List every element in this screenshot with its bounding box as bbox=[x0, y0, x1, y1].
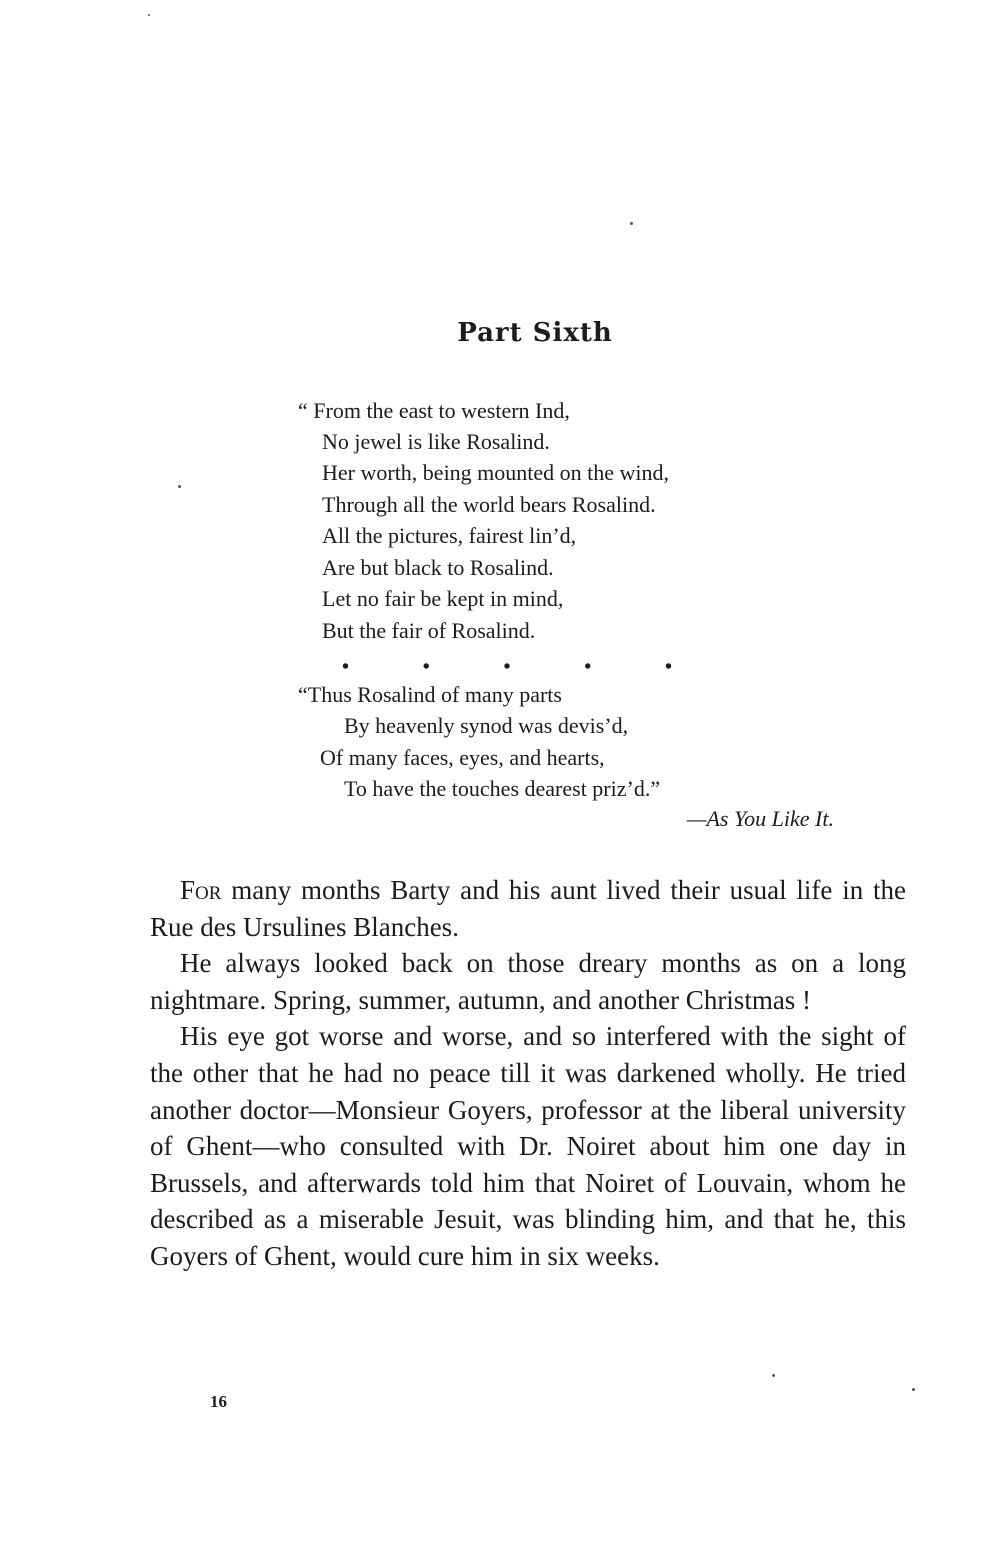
paragraph bbox=[150, 872, 906, 945]
ellipsis-dot: • bbox=[664, 656, 672, 678]
page-number: 16 bbox=[210, 1392, 227, 1411]
verse-line: No jewel is like Rosalind. bbox=[322, 429, 550, 454]
verse-line: “ From the east to western Ind, bbox=[298, 398, 570, 423]
ellipsis-dots bbox=[342, 656, 672, 679]
verse-line: All the pictures, fairest lin’d, bbox=[322, 523, 577, 548]
ellipsis-dot: • bbox=[342, 656, 350, 678]
verse-line: But the fair of Rosalind. bbox=[322, 618, 536, 643]
paragraph: He always looked back on those dreary months as on a long nightmare. Spring, summer, autumn, and another Christmas ! bbox=[150, 948, 906, 1015]
part-heading: Part Sixth bbox=[457, 318, 613, 348]
verse-line: “Thus Rosalind of many parts bbox=[298, 682, 562, 707]
verse-line: Her worth, being mounted on the wind, bbox=[322, 460, 670, 485]
verse-line: Through all the world bears Rosalind. bbox=[322, 492, 656, 517]
verse-line: Of many faces, eyes, and hearts, bbox=[320, 745, 605, 770]
ellipsis-dot: • bbox=[584, 656, 592, 678]
verse-line: By heavenly synod was devis’d, bbox=[344, 713, 629, 738]
lead-word: For bbox=[180, 875, 222, 905]
paper-speck bbox=[178, 485, 181, 488]
paper-speck bbox=[148, 14, 150, 16]
verse-line: Are but black to Rosalind. bbox=[322, 555, 554, 580]
verse-line: To have the touches dearest priz’d.” bbox=[344, 776, 661, 801]
ellipsis-dot: • bbox=[422, 656, 430, 678]
verse-line: Let no fair be kept in mind, bbox=[322, 586, 564, 611]
ellipsis-dot: • bbox=[503, 656, 511, 678]
epigraph-attribution: —As You Like It. bbox=[686, 806, 834, 831]
paper-speck bbox=[772, 1374, 775, 1377]
body-text bbox=[150, 872, 906, 1275]
paragraph-text: many months Barty and his aunt lived their usual life in the Rue des Ursulines Blanches. bbox=[150, 875, 906, 942]
paper-speck bbox=[630, 222, 633, 225]
paragraph: His eye got worse and worse, and so interfered with the sight of the other that he had no peace till it was darkened wholly. He tried another doctor—Monsieur Goyers, professor at the liberal university of Ghent—who consulted with Dr. Noiret about him one day in Brussels, and afterwards told him that Noiret of Louvain, whom he described as a miserable Jesuit, was blinding him, and that he, this Goyers of Ghent, would cure him in six weeks. bbox=[150, 1021, 906, 1271]
paper-speck bbox=[912, 1388, 915, 1391]
